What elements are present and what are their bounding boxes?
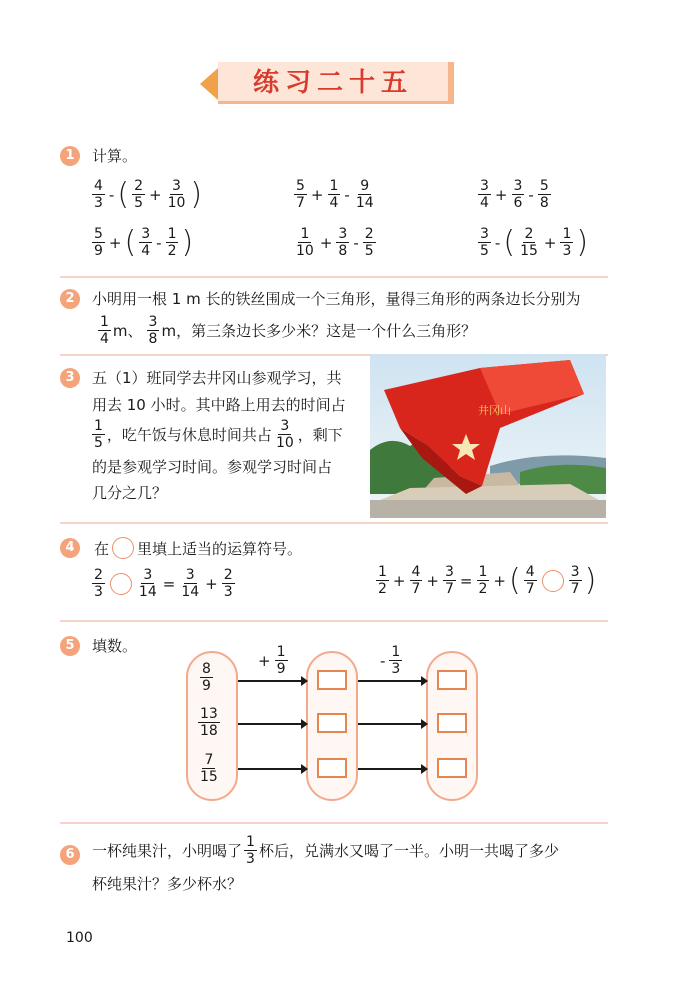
- answer-box[interactable]: [317, 670, 347, 690]
- input-value-1: $\frac{8}{9}$: [202, 661, 211, 694]
- banner-arrow-icon: [200, 68, 218, 100]
- problem-6-number: 6: [60, 845, 80, 865]
- operation-add: + $\frac{1}{9}$: [258, 644, 286, 677]
- input-value-3: $\frac{7}{15}$: [200, 752, 218, 785]
- title-banner: [200, 62, 456, 106]
- problem-4-instruction: 在 里填上适当的运算符号。: [94, 537, 302, 559]
- problem-3-number: 3: [60, 368, 80, 388]
- monument-illustration: [370, 354, 606, 518]
- arrow-icon: [358, 723, 426, 725]
- problem-5-instruction: 填数。: [92, 637, 138, 655]
- problem-3-line-3: $\frac{1}{5}$ ，吃午饭与休息时间共占 $\frac{3}{10}$ ，剩下: [94, 418, 343, 451]
- problem-4-number: 4: [60, 538, 80, 558]
- arrow-icon: [238, 768, 306, 770]
- section-divider: [60, 522, 608, 524]
- problem-1-instruction: 计算。: [92, 147, 138, 165]
- banner-plate: [218, 62, 454, 104]
- problem-4-left-equation: $\frac{2}{3}$ $\frac{3}{14}$ = $\frac{3}{14}$ + $\frac{2}{3}$: [94, 567, 233, 600]
- arrow-icon: [238, 680, 306, 682]
- problem-2-line-1: 小明用一根 1 m 长的铁丝围成一个三角形，量得三角形的两条边长分别为: [92, 290, 581, 308]
- arrow-icon: [238, 723, 306, 725]
- problem-3-line-5: 几分之几？: [92, 484, 168, 502]
- expression-1: $\frac{4}{3}$ - ( $\frac{2}{5}$ + $\frac{3}{10}$ ): [94, 176, 203, 212]
- answer-box[interactable]: [437, 713, 467, 733]
- fraction: $\frac{3}{10}$: [167, 178, 186, 211]
- problem-3-line-2: 用去 10 小时。其中路上用去的时间占: [92, 396, 346, 414]
- expression-6: $\frac{3}{5}$ - ( $\frac{2}{15}$ + $\frac{1}{3}$ ): [480, 224, 589, 260]
- answer-blank[interactable]: [542, 570, 564, 592]
- section-divider: [60, 822, 608, 824]
- answer-box[interactable]: [317, 713, 347, 733]
- problem-3-line-1: 五（1）班同学去井冈山参观学习，共: [92, 369, 342, 387]
- answer-box[interactable]: [437, 670, 467, 690]
- answer-box[interactable]: [437, 758, 467, 778]
- problem-3-line-4: 的是参观学习时间。参观学习时间占: [92, 458, 333, 476]
- arrow-icon: [358, 680, 426, 682]
- expression-4: $\frac{5}{9}$ + ( $\frac{3}{4}$ - $\frac{1}{2}$ ): [94, 224, 194, 260]
- jinggangshan-monument-photo: [370, 354, 606, 518]
- section-divider: [60, 620, 608, 622]
- expression-3: $\frac{3}{4}$ + $\frac{3}{6}$ - $\frac{5}{8}$: [480, 178, 549, 211]
- operation-subtract: - $\frac{1}{3}$: [380, 644, 401, 677]
- problem-5-number: 5: [60, 636, 80, 656]
- section-divider: [60, 276, 608, 278]
- problem-4-right-equation: $\frac{1}{2}$ + $\frac{4}{7}$ + $\frac{3}{7}$ = $\frac{1}{2}$ + ( $\frac{4}{7}$ $\frac{3}{7}$ ): [378, 562, 597, 598]
- arrow-icon: [358, 768, 426, 770]
- problem-6-line-2: 杯纯果汁？多少杯水？: [92, 875, 243, 893]
- fraction: $\frac{2}{5}$: [134, 178, 143, 211]
- page-title: 练习二十五: [252, 68, 413, 98]
- problem-1-number: 1: [60, 146, 80, 166]
- monument-inscription: 井冈山: [478, 404, 511, 417]
- page-number: 100: [66, 930, 93, 946]
- expression-2: $\frac{5}{7}$ + $\frac{1}{4}$ - $\frac{9}{14}$: [296, 178, 374, 211]
- blank-circle-icon: [112, 537, 134, 559]
- problem-2-line-2: $\frac{1}{4}$ m、 $\frac{3}{8}$ m，第三条边长多少米？这是一个什么三角形？: [100, 314, 477, 347]
- input-value-2: $\frac{13}{18}$: [200, 706, 218, 739]
- answer-box[interactable]: [317, 758, 347, 778]
- fraction: $\frac{4}{3}$: [94, 178, 103, 211]
- expression-5: $\frac{1}{10}$ + $\frac{3}{8}$ - $\frac{2}{5}$: [296, 226, 374, 259]
- answer-blank[interactable]: [110, 573, 132, 595]
- problem-2-number: 2: [60, 289, 80, 309]
- problem-6-line-1: 一杯纯果汁，小明喝了 $\frac{1}{3}$ 杯后，兑满水又喝了一半。小明一共喝了多少: [92, 834, 559, 867]
